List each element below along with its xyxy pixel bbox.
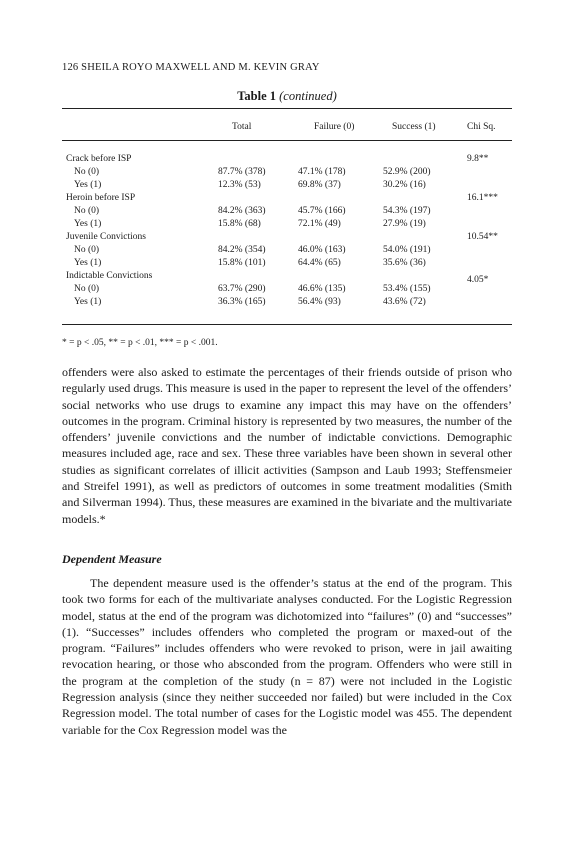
row-label: Yes (1) (74, 297, 102, 307)
row-label: No (0) (74, 284, 100, 294)
header-failure: Failure (0) (314, 122, 355, 132)
cell-total: 15.8% (101) (218, 258, 266, 268)
group-label: Juvenile Convictions (66, 232, 146, 242)
row-label: Yes (1) (74, 180, 102, 190)
chi-sq-value: 9.8** (467, 154, 489, 164)
row-label: No (0) (74, 245, 100, 255)
cell-success: 54.0% (191) (383, 245, 431, 255)
section-heading: Dependent Measure (62, 552, 162, 566)
row-label: No (0) (74, 206, 100, 216)
cell-success: 30.2% (16) (383, 180, 426, 190)
cell-failure: 47.1% (178) (298, 167, 346, 177)
cell-total: 84.2% (363) (218, 206, 266, 216)
row-label: Yes (1) (74, 258, 102, 268)
cell-success: 27.9% (19) (383, 219, 426, 229)
group-label: Indictable Convictions (66, 271, 153, 281)
cell-success: 52.9% (200) (383, 167, 431, 177)
body-paragraph-2 (62, 575, 512, 738)
cell-success: 53.4% (155) (383, 284, 431, 294)
cell-total: 36.3% (165) (218, 297, 266, 307)
paragraph-text: offenders were also asked to estimate the percentages of their friends outside of prison who regularly used drugs. This measure is used in the paper to represent the level of the offenders’ social networks who use drugs to examine any impact this may have on the offenders’ outcomes in the program. Criminal history is represented by two measures, the number of the offenders’ juvenile convictions and the number of indictable convictions. Demographic measures included age, race and sex. These three variables have been shown in several other studies as significant correlates of illicit activities (Sampson and Laub 1993; Steffensmeier and Streifel 1991), as well as predictors of outcomes in some treatment modalities (Smith and Silverman 1994). Thus, these measures are examined in the bivariate and the multivariate models.* (62, 365, 512, 526)
chi-sq-value: 16.1*** (467, 193, 498, 203)
table-bottom-rule (62, 324, 512, 325)
cell-failure: 72.1% (49) (298, 219, 341, 229)
group-label: Heroin before ISP (66, 193, 136, 203)
cell-total: 63.7% (290) (218, 284, 266, 294)
table-number: Table 1 (237, 89, 277, 103)
table-continued-label: (continued) (279, 89, 337, 103)
cell-failure: 69.8% (37) (298, 180, 341, 190)
cell-success: 54.3% (197) (383, 206, 431, 216)
cell-failure: 45.7% (166) (298, 206, 346, 216)
cell-failure: 64.4% (65) (298, 258, 341, 268)
header-total: Total (232, 122, 252, 132)
group-label: Crack before ISP (66, 154, 132, 164)
cell-failure: 56.4% (93) (298, 297, 341, 307)
table-header-rule (62, 140, 512, 141)
cell-success: 43.6% (72) (383, 297, 426, 307)
table-title (62, 89, 512, 104)
cell-total: 87.7% (378) (218, 167, 266, 177)
cell-total: 15.8% (68) (218, 219, 261, 229)
chi-sq-value: 4.05* (467, 275, 489, 285)
cell-total: 12.3% (53) (218, 180, 261, 190)
header-chi-sq: Chi Sq. (467, 122, 496, 132)
chi-sq-value: 10.54** (467, 232, 498, 242)
running-head: 126 SHEILA ROYO MAXWELL AND M. KEVIN GRAY (62, 62, 320, 73)
row-label: Yes (1) (74, 219, 102, 229)
cell-total: 84.2% (354) (218, 245, 266, 255)
cell-failure: 46.6% (135) (298, 284, 346, 294)
header-success: Success (1) (392, 122, 436, 132)
paragraph-text: The dependent measure used is the offender’s status at the end of the program. This took two forms for each of the multivariate analyses conducted. For the Logistic Regression model, status at the end of the program was dichotomized into “failures” (0) and “successes” (1). “Successes” includes offenders who completed the program or maxed-out of the program. “Failures” includes offenders who were revoked to prison, were in jail awaiting revocation hearing, or those who absconded from the program. Offenders who were still in the program at the completion of the study (n = 87) were not included in the Logistic Regression analysis (since they neither succeeded nor failed) but were included in the Cox Regression model. The total number of cases for the Logistic model was 455. The dependent variable for the Cox Regression model was the (62, 576, 512, 737)
table-top-rule (62, 108, 512, 109)
body-paragraph-1 (62, 364, 512, 527)
cell-failure: 46.0% (163) (298, 245, 346, 255)
table-footnote: * = p < .05, ** = p < .01, *** = p < .001. (62, 338, 218, 348)
cell-success: 35.6% (36) (383, 258, 426, 268)
row-label: No (0) (74, 167, 100, 177)
